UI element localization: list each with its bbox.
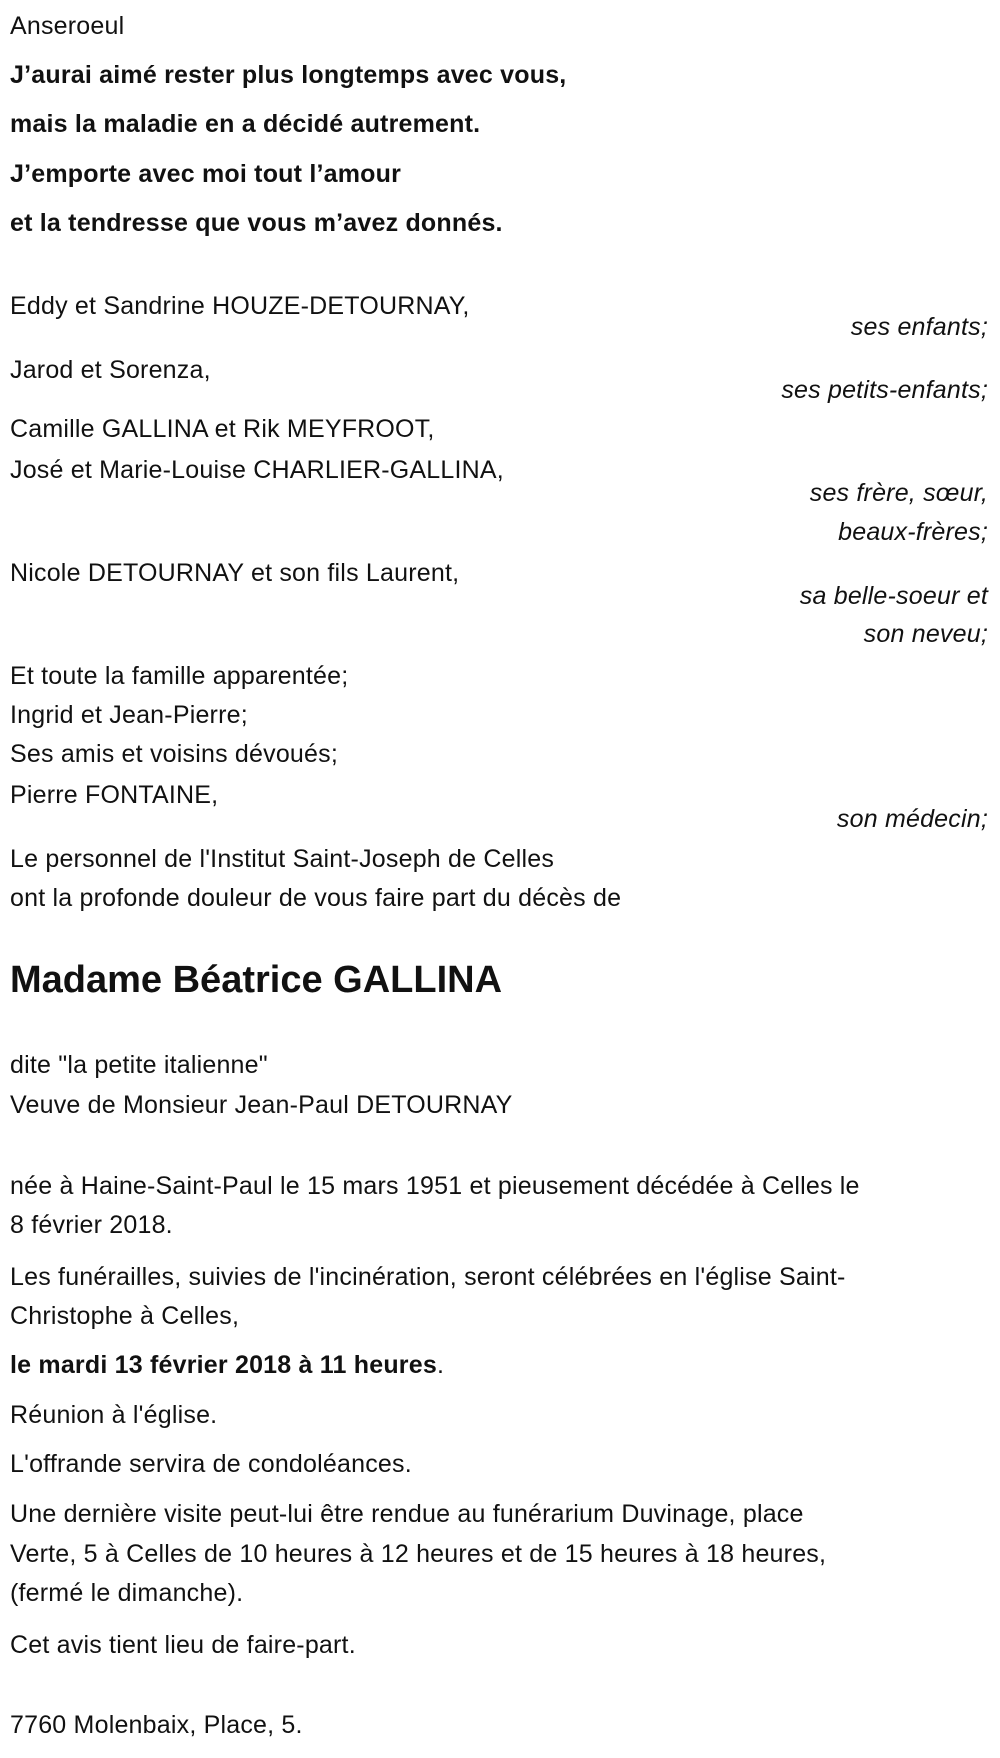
family-names: Eddy et Sandrine HOUZE-DETOURNAY,	[10, 292, 470, 320]
family-names: José et Marie-Louise CHARLIER-GALLINA,	[10, 456, 504, 484]
family-names: Nicole DETOURNAY et son fils Laurent,	[10, 559, 460, 587]
funeral-line: Christophe à Celles,	[10, 1302, 240, 1330]
family-relation: ses enfants;	[850, 313, 988, 341]
family-names: Et toute la famille apparentée;	[10, 662, 349, 690]
offering-info: L'offrande servira de condoléances.	[10, 1450, 412, 1478]
visit-line: Une dernière visite peut-lui être rendue au funérarium Duvinage, place	[10, 1500, 804, 1528]
poem-line: mais la maladie en a décidé autrement.	[10, 110, 481, 138]
birth-death-line: 8 février 2018.	[10, 1211, 173, 1239]
visit-line: (fermé le dimanche).	[10, 1579, 244, 1607]
deceased-nickname: dite "la petite italienne"	[10, 1051, 268, 1079]
address: 7760 Molenbaix, Place, 5.	[10, 1711, 303, 1739]
family-relation: beaux-frères;	[838, 518, 988, 546]
announcement-line: ont la profonde douleur de vous faire part du décès de	[10, 884, 622, 912]
family-names: Pierre FONTAINE,	[10, 781, 219, 809]
funeral-date-suffix: .	[436, 1351, 445, 1379]
announcement-line: Le personnel de l'Institut Saint-Joseph de Celles	[10, 845, 555, 873]
deceased-spouse: Veuve de Monsieur Jean-Paul DETOURNAY	[10, 1091, 513, 1119]
funeral-date-bold: le mardi 13 février 2018 à 11 heures	[10, 1351, 437, 1379]
poem-line: et la tendresse que vous m’avez donnés.	[10, 209, 503, 237]
funeral-line: Les funérailles, suivies de l'incinération, seront célébrées en l'église Saint-	[10, 1263, 846, 1291]
meeting-info: Réunion à l'église.	[10, 1401, 218, 1429]
family-relation: ses frère, sœur,	[809, 479, 988, 507]
family-names: Jarod et Sorenza,	[10, 356, 211, 384]
family-relation: son neveu;	[863, 620, 988, 648]
location: Anseroeul	[10, 12, 125, 40]
family-names: Ses amis et voisins dévoués;	[10, 740, 338, 768]
poem-line: J’emporte avec moi tout l’amour	[10, 160, 402, 188]
family-relation: sa belle-soeur et	[799, 582, 988, 610]
poem-line: J’aurai aimé rester plus longtemps avec vous,	[10, 61, 567, 89]
family-names: Camille GALLINA et Rik MEYFROOT,	[10, 415, 435, 443]
family-relation: son médecin;	[836, 805, 988, 833]
birth-death-line: née à Haine-Saint-Paul le 15 mars 1951 et pieusement décédée à Celles le	[10, 1172, 860, 1200]
visit-line: Verte, 5 à Celles de 10 heures à 12 heures et de 15 heures à 18 heures,	[10, 1540, 827, 1568]
family-relation: ses petits-enfants;	[781, 376, 988, 404]
family-names: Ingrid et Jean-Pierre;	[10, 701, 248, 729]
deceased-name: Madame Béatrice GALLINA	[10, 959, 503, 1001]
funeral-date	[10, 1353, 444, 1378]
notice-text: Cet avis tient lieu de faire-part.	[10, 1631, 356, 1659]
